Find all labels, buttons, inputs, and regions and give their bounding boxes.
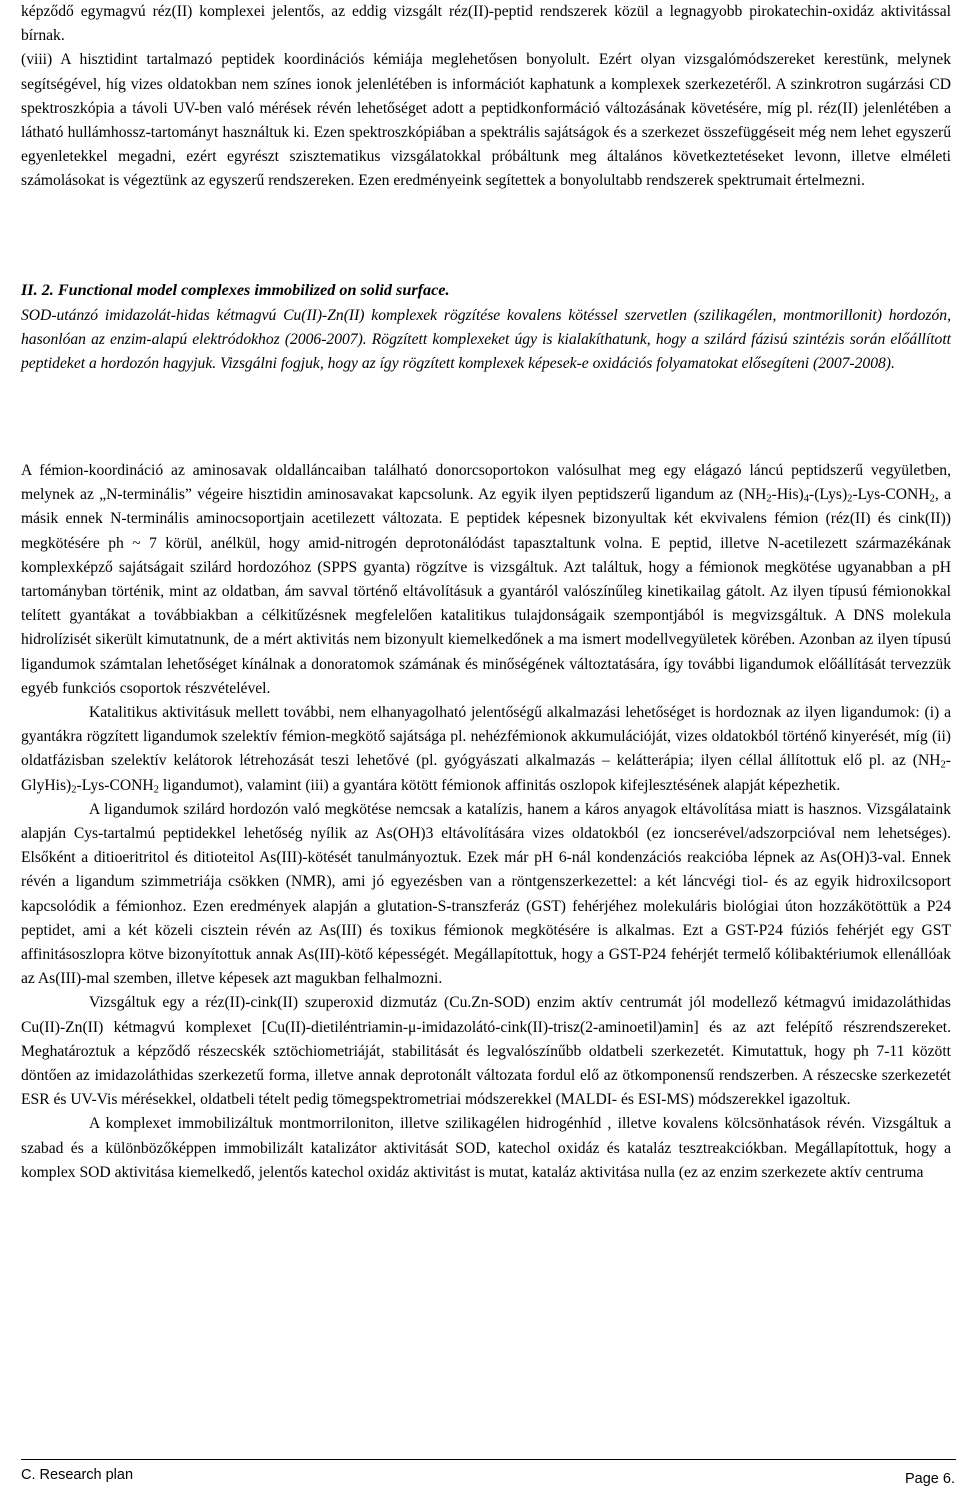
summary-paragraph: SOD-utánzó imidazolát-hidas kétmagvú Cu(II)-Zn(II) komplexek rögzítése kovalens kötéssel szervetlen (szilikagélen, montmorillonit) hordozón, hasonlóan az enzim-alapú elektródokhoz (2006-2007). Rögzített komplexeket úgy is kialakíthatunk, hogy a szilárd fázisú szintézis során előállított peptideket a hordozón hagyjuk. Vizsgálni fogjuk, hogy az így rögzített komplexek képesek-e oxidációs folyamatokat elősegíteni (2007-2008). <box>21 307 951 373</box>
paragraph-viii: (viii) A hisztidint tartalmazó peptidek koordinációs kémiája meglehetősen bonyolult. Ezért olyan vizsgalómódszereket kerestünk, melynek segítségével, híg vizes oldatokban nem színes ionok jelenlétében is információt kaphatunk a komplexek szerkezetéről. A szinkrotron sugárzási CD spektroszkópia a távoli UV-ben való mérések révén lehetőséget adott a peptidkonformáció változásának követésére, míg pl. réz(II) jelenlétében a látható hullámhossz-tartományt használtuk ki. Ezen spektroszkópiában a spektrális sajátságok és a szerkezet összefüggéseit még nem lehet egyszerű egyenletekkel megadni, ezért egyrészt szisztematikus vizsgálatokkal próbáltunk meg általános következtetéseket levonn, illetve elméleti számolásokat is végeztünk az egyszerű rendszereken. Ezen eredményeink segítettek a bonyolultabb rendszerek spektrumait értelmezni. <box>21 51 951 190</box>
paragraph-catalytic: Katalitikus aktivitásuk mellett további, nem elhanyagolható jelentőségű alkalmazási lehetőséget is hordoznak az ilyen ligandumok: (i) a gyantákra rögzített ligandumok szelektív fémion-megkötő sajátsága pl. nehézfémionok akkumulációját, vizes oldatokból történő kinyerését, míg (ii) oldatfázisban szelektív kelátorok létrehozását teszi lehetővé (pl. gyógyászati alkalmazás – kelátterápia; ilyen céllal állítottuk elő pl. az $(NH_2-GlyHis)_2-Lys-CONH_2$ ligandumot), valamint (iii) a gyantára kötött fémionok affinitás oszlopok kifejlesztésének alapját képezhetik. <box>21 704 951 796</box>
section-summary <box>21 304 951 377</box>
paragraph-metal-coordination: A fémion-koordináció az aminosavak oldalláncaiban található donorcsoportokon valósulhat meg egy elágazó láncú peptidszerű vegyületben, melynek az „N-terminális” végeire hisztidin aminosavakat kapcsolunk. Az egyik ilyen peptidszerű ligandum az $(NH_2-His)_4-(Lys)_2-Lys-CONH_2$, a másik ennek N-terminális aminocsoportjain acetilezett változata. E peptidek képesnek bizonyultak két ekvivalens fémion (réz(II) és cink(II)) megkötésére ph ~ 7 körül, anélkül, hogy amid-nitrogén deprotonálódást tapasztaltunk volna. E peptid, illetve N-acetilezett származékának komplexképző sajátságait szilárd hordozóhoz (SPPS gyanta) rögzítve is vizsgáltuk. Azt találtuk, hogy a fémionok megkötése ugyanabban a pH tartományban történik, mint az oldatban, ám savval történő eltávolításuk a gyantáról valószínűleg kinetikailag gátolt. Az ilyen típusú fémionokkal telített gyantákat a továbbiakban a célkitűzésnek megfelelően katalitikus tulajdonságaik szempontjából is megvizsgáltuk. A DNS molekula hidrolízisét sikerült kimutatnunk, de a mért aktivitás nem bizonyult kiemelkedőnek a ma ismert modellvegyületek körében. Azonban az ilyen típusú ligandumok számtalan lehetőséget kínálnak a donoratomok számának és minőségének változtatására, így további ligandumok előállítását tervezzük egyéb funkciós csoportok részvételével. <box>21 462 952 697</box>
section-intro <box>21 0 951 194</box>
paragraph-sod: Vizsgáltuk egy a réz(II)-cink(II) szuperoxid dizmutáz (Cu.Zn-SOD) enzim aktív centrumát jól modellező kétmagvú imidazoláthidas Cu(II)-Zn(II) kétmagvú komplexet [Cu(II)-dietiléntriamin-μ-imidazolátó-cink(II)-trisz(2-aminoetil)amin] és az azt felépítő részrendszereket. Meghatároztuk a képződő részecskék sztöchiometriáját, stabilitását és legvalószínűbb oldatbeli szerkezetét. Kimutattuk, hogy ph 7-11 között döntően az imidazoláthidas szerkezetű forma, illetve annak deprotonált változata fordul elő az ötkomponensű rendszerben. A részecske szerkezetét ESR és UV-Vis mérésekkel, oldatbeli tételt pedig tömegspektrometriai módszerekkel (MALDI- és ESI-MS) módszerekkel igazoltuk. <box>21 994 951 1109</box>
footer-divider <box>21 1459 956 1460</box>
paragraph-immobilized: A komplexet immobilizáltuk montmorriloniton, illetve szilikagélen hidrogénhíd , illetve kovalens kölcsönhatások révén. Vizsgáltuk a szabad és a különbözőképpen immobilizált katalizátor aktivitását SOD, katechol oxidáz és kataláz tesztreakciókban. Megállapítottuk, hogy a komplex SOD aktivitása kiemelkedő, jelentős katechol oxidáz aktivitást is mutat, kataláz aktivitása nulla (ez az enzim szerkezete aktív centruma <box>21 1115 951 1181</box>
paragraph-continuation: képződő egymagvú réz(II) komplexei jelentős, az eddig vizsgált réz(II)-peptid rendszerek közül a legnagyobb pirokatechin-oxidáz aktivitással bírnak. <box>21 3 951 45</box>
footer-section-label: C. Research plan <box>21 1467 134 1483</box>
section-body <box>21 459 951 1185</box>
paragraph-arsenic: A ligandumok szilárd hordozón való megkötése nemcsak a katalízis, hanem a káros anyagok eltávolítása miatt is hasznos. Vizsgálataink alapján Cys-tartalmú peptidekkel lehetőség nyílik az As(OH)3 eltávolítására vizes oldatokból (ez ioncserével/adszorpcióval nem lehetséges). Elsőként a ditioeritritol és ditioteitol As(III)-kötését tanulmányoztuk. Ezek már pH 6-nál kondenzációs reakcióba lépnek az As(OH)3-val. Ennek révén a ligandum szimmetriája csökken (NMR), ami jó egyezésben van a röntgenszerkezettel: a két láncvégi tiol- és az egyik hidroxilcsoport kapcsolódik a fémionhoz. Ezen eredmények alapján a glutation-S-transzferáz (GST) fehérjéhez molekuláris biológiai úton hozzákötöttük a P24 peptidet, ami a két közeli cisztein révén az As(III) és toxikus fémionok megkötésére is alkalmas. Ezt a GST-P24 fúziós fehérjét egy GST affinitásoszlopra kötve bizonyítottuk annak As(III)-kötő képességét. Megállapítottuk, hogy a GST-P24 fehérjét termelő kólibaktériumok ellenállóak az As(III)-mal szemben, illetve képesek azt magukban felhalmozni. <box>21 800 951 988</box>
section-heading: II. 2. Functional model complexes immobilized on solid surface. <box>21 281 450 299</box>
page-number: Page 6. <box>905 1471 955 1487</box>
